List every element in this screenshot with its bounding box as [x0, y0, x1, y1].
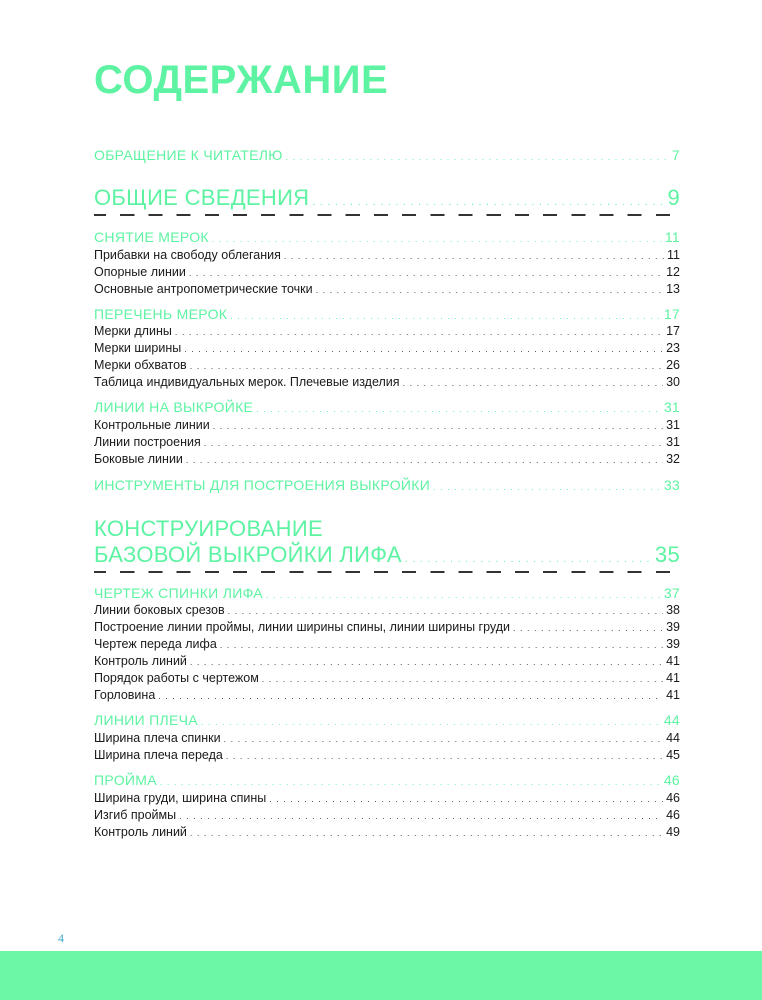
toc-item[interactable]: Горловина . . . 41 [94, 687, 680, 703]
toc-section-measure-list[interactable]: ПЕРЕЧЕНЬ МЕРОК . . . 17 [94, 305, 680, 323]
toc-item[interactable]: Чертеж переда лифа . . . 39 [94, 636, 680, 652]
toc-item[interactable]: Линии боковых срезов . . . 38 [94, 602, 680, 618]
page-title: СОДЕРЖАНИЕ [94, 58, 389, 102]
toc-item[interactable]: Контроль линий . . . 49 [94, 824, 680, 840]
part-divider [94, 571, 680, 573]
toc-item[interactable]: Контрольные линии . . . 31 [94, 417, 680, 433]
toc-item[interactable]: Ширина плеча переда . . . 45 [94, 747, 680, 763]
toc-item[interactable]: Мерки ширины . . . 23 [94, 340, 680, 356]
toc-section-pattern-lines[interactable]: ЛИНИИ НА ВЫКРОЙКЕ . . . 31 [94, 398, 680, 416]
toc-part-construction[interactable]: БАЗОВОЙ ВЫКРОЙКИ ЛИФА . . . 35 [94, 542, 680, 568]
toc-section-back-draft[interactable]: ЧЕРТЕЖ СПИНКИ ЛИФА . . . 37 [94, 584, 680, 602]
toc-item[interactable]: Ширина плеча спинки . . . 44 [94, 730, 680, 746]
toc-item[interactable]: Боковые линии . . . 32 [94, 451, 680, 467]
toc-part-general-info[interactable]: ОБЩИЕ СВЕДЕНИЯ . . . 9 [94, 185, 680, 211]
toc-section-tools[interactable]: ИНСТРУМЕНТЫ ДЛЯ ПОСТРОЕНИЯ ВЫКРОЙКИ . . . 33 [94, 476, 680, 494]
footer-band [0, 951, 762, 1000]
toc-part-construction-line1[interactable]: КОНСТРУИРОВАНИЕ [94, 516, 323, 541]
toc-section-measurements[interactable]: СНЯТИЕ МЕРОК . . . 11 [94, 228, 680, 246]
toc-entry-intro[interactable]: ОБРАЩЕНИЕ К ЧИТАТЕЛЮ . . . 7 [94, 146, 680, 164]
toc-item[interactable]: Мерки длины . . . 17 [94, 323, 680, 339]
toc-item[interactable]: Изгиб проймы . . . 46 [94, 807, 680, 823]
page-number: 4 [58, 931, 64, 945]
toc-item[interactable]: Таблица индивидуальных мерок. Плечевые изделия . . . 30 [94, 374, 680, 390]
toc-section-shoulder-lines[interactable]: ЛИНИИ ПЛЕЧА . . . 44 [94, 711, 680, 729]
toc-item[interactable]: Основные антропометрические точки . . . 13 [94, 281, 680, 297]
toc-item[interactable]: Контроль линий . . . 41 [94, 653, 680, 669]
part-divider [94, 214, 680, 216]
toc-item[interactable]: Опорные линии . . . 12 [94, 264, 680, 280]
toc-section-armhole[interactable]: ПРОЙМА . . . 46 [94, 771, 680, 789]
toc-item[interactable]: Построение линии проймы, линии ширины спины, линии ширины груди . . . 39 [94, 619, 680, 635]
toc-item[interactable]: Ширина груди, ширина спины . . . 46 [94, 790, 680, 806]
toc-item[interactable]: Прибавки на свободу облегания . . . 11 [94, 247, 680, 263]
toc-item[interactable]: Порядок работы с чертежом . . . 41 [94, 670, 680, 686]
toc-item[interactable]: Мерки обхватов . . . 26 [94, 357, 680, 373]
toc-item[interactable]: Линии построения . . . 31 [94, 434, 680, 450]
